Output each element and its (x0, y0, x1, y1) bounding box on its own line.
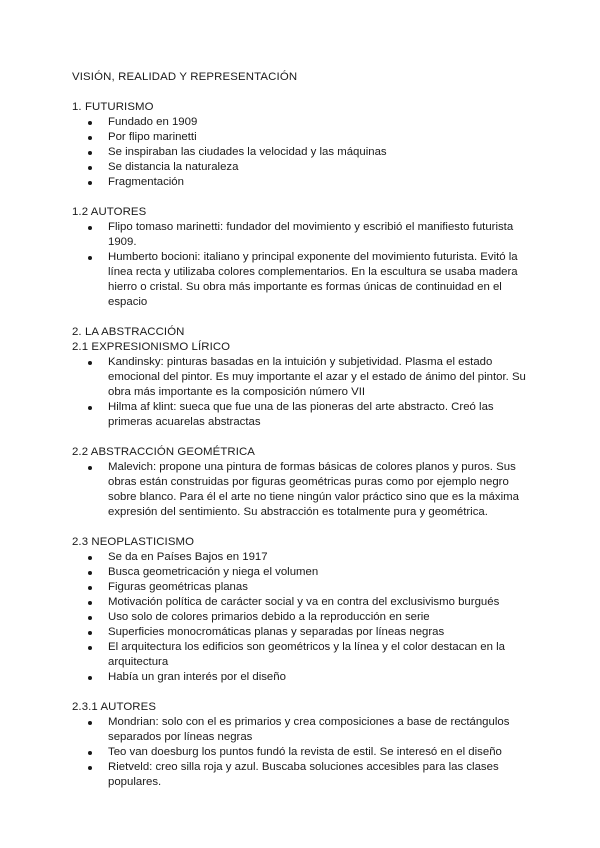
list-item (72, 160, 532, 175)
list-item (72, 550, 532, 565)
section-heading-futurismo: 1. FUTURISMO (72, 101, 154, 113)
list-item-text: Fundado en 1909 (108, 116, 198, 128)
document-page (72, 70, 532, 790)
list-item-text: Fragmentación (108, 176, 184, 188)
list-item-text: Por flipo marinetti (108, 131, 197, 143)
bullet-icon (88, 556, 92, 560)
bullet-icon (88, 646, 92, 650)
list-item-text: Figuras geométricas planas (108, 581, 248, 593)
list-item (72, 220, 532, 250)
list-item (72, 715, 532, 745)
list-item (72, 250, 532, 310)
bullet-icon (88, 601, 92, 605)
list-item-text: Había un gran interés por el diseño (108, 671, 286, 683)
spacer (72, 430, 532, 445)
list-item-text: Malevich: propone una pintura de formas básicas de colores planos y puros. Sus obras están construidas por figuras geométricas puras como por ejemplo negro sobre blanco. Para él el arte no tiene ningún valor práctico sino que es la máxima expresión del sentimiento. Su abstracción es totalmente pura y geométrica. (108, 461, 519, 518)
list-item-text: Mondrian: solo con el es primarios y crea composiciones a base de rectángulos separados por líneas negras (108, 716, 510, 743)
list-item-text: Busca geometricación y niega el volumen (108, 566, 319, 578)
list-item-text: El arquitectura los edificios son geométricos y la línea y el color destacan en la arquitectura (108, 641, 505, 668)
list-item (72, 625, 532, 640)
list-item-text: Se distancia la naturaleza (108, 161, 239, 173)
list-item (72, 610, 532, 625)
bullet-icon (88, 121, 92, 125)
list-item (72, 595, 532, 610)
bullet-icon (88, 676, 92, 680)
document-title: VISIÓN, REALIDAD Y REPRESENTACIÓN (72, 71, 298, 83)
list-item-text: Motivación política de carácter social y va en contra del exclusivismo burgués (108, 596, 500, 608)
spacer (72, 310, 532, 325)
section-heading-abstraccion-geometrica: 2.2 ABSTRACCIÓN GEOMÉTRICA (72, 446, 255, 458)
list-item-text: Rietveld: creo silla roja y azul. Buscaba soluciones accesibles para las clases populares. (108, 761, 499, 788)
list-item (72, 355, 532, 400)
spacer (72, 190, 532, 205)
list-item (72, 145, 532, 160)
spacer (72, 685, 532, 700)
bullet-icon (88, 151, 92, 155)
section-heading-neoplasticismo: 2.3 NEOPLASTICISMO (72, 536, 195, 548)
list-item (72, 565, 532, 580)
list-item (72, 580, 532, 595)
bullet-icon (88, 361, 92, 365)
list-item-text: Humberto bocioni: italiano y principal exponente del movimiento futurista. Evitó la línea recta y utilizaba colores complementarios. En la escultura se usaba madera hierro o cristal. Su obra más importante es formas únicas de continuidad en el espacio (108, 251, 518, 308)
bullet-icon (88, 721, 92, 725)
bullet-list-abstraccion-geometrica (72, 460, 532, 520)
section-heading-autores-neoplasticismo: 2.3.1 AUTORES (72, 701, 157, 713)
bullet-icon (88, 256, 92, 260)
bullet-icon (88, 136, 92, 140)
list-item-text: Superficies monocromáticas planas y separadas por líneas negras (108, 626, 445, 638)
list-item-text: Se inspiraban las ciudades la velocidad y las máquinas (108, 146, 387, 158)
bullet-list-futurismo (72, 115, 532, 190)
list-item (72, 670, 532, 685)
section-heading-abstraccion: 2. LA ABSTRACCIÓN (72, 326, 185, 338)
spacer (72, 520, 532, 535)
list-item (72, 400, 532, 430)
list-item (72, 640, 532, 670)
bullet-icon (88, 751, 92, 755)
list-item-text: Se da en Países Bajos en 1917 (108, 551, 268, 563)
list-item (72, 115, 532, 130)
list-item-text: Teo van doesburg los puntos fundó la revista de estil. Se interesó en el diseño (108, 746, 502, 758)
bullet-icon (88, 181, 92, 185)
bullet-icon (88, 406, 92, 410)
list-item (72, 760, 532, 790)
list-item-text: Kandinsky: pinturas basadas en la intuición y subjetividad. Plasma el estado emocional del pintor. Es muy importante el azar y el estado de ánimo del pintor. Su obra más importante es la composición número VII (108, 356, 526, 398)
bullet-icon (88, 616, 92, 620)
bullet-icon (88, 586, 92, 590)
bullet-icon (88, 766, 92, 770)
bullet-icon (88, 166, 92, 170)
list-item-text: Hilma af klint: sueca que fue una de las pioneras del arte abstracto. Creó las primeras acuarelas abstractas (108, 401, 494, 428)
list-item (72, 460, 532, 520)
section-heading-expresionismo-lirico: 2.1 EXPRESIONISMO LÍRICO (72, 341, 231, 353)
bullet-list-autores-neoplasticismo (72, 715, 532, 790)
list-item-text: Flipo tomaso marinetti: fundador del movimiento y escribió el manifiesto futurista 1909. (108, 221, 514, 248)
bullet-icon (88, 631, 92, 635)
bullet-list-expresionismo-lirico (72, 355, 532, 430)
list-item-text: Uso solo de colores primarios debido a la reproducción en serie (108, 611, 430, 623)
bullet-icon (88, 571, 92, 575)
bullet-icon (88, 226, 92, 230)
bullet-list-neoplasticismo (72, 550, 532, 685)
bullet-list-autores-futurismo (72, 220, 532, 310)
section-heading-autores-futurismo: 1.2 AUTORES (72, 206, 147, 218)
bullet-icon (88, 466, 92, 470)
list-item (72, 175, 532, 190)
list-item (72, 745, 532, 760)
list-item (72, 130, 532, 145)
